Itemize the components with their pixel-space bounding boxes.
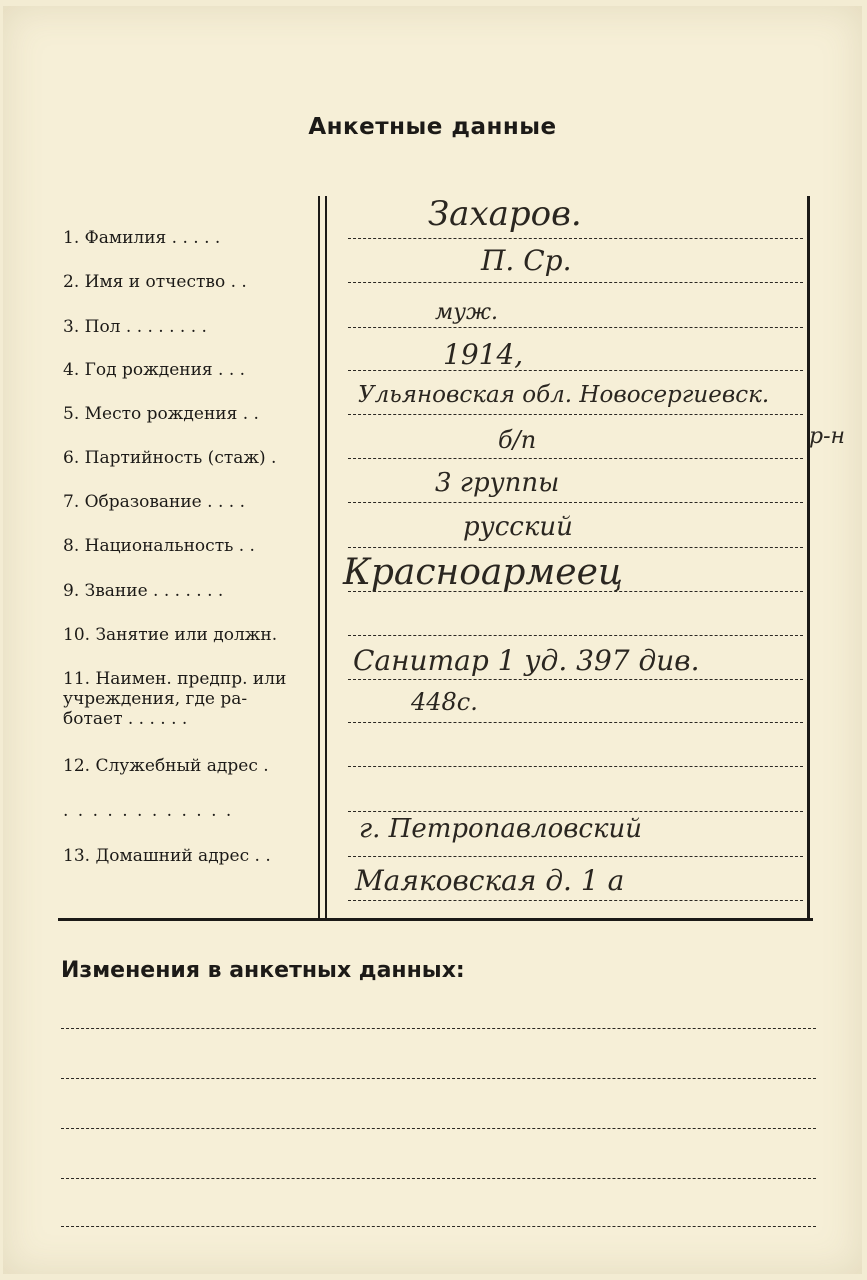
- label-occupation: 10. Занятие или должн.: [63, 625, 278, 645]
- changes-section-title: Изменения в анкетных данных:: [61, 958, 465, 983]
- fill-line: [348, 327, 803, 328]
- fill-line: [348, 722, 803, 723]
- fill-line: [348, 502, 803, 503]
- value-home-address: г. Петропавловский: [359, 814, 642, 844]
- value-birthplace-extra: р-н: [809, 424, 846, 449]
- fill-line: [348, 766, 803, 767]
- fill-line: [348, 282, 803, 283]
- changes-line: [61, 1078, 816, 1079]
- document-page: [3, 6, 862, 1274]
- fill-line: [348, 370, 803, 371]
- right-border: [807, 196, 810, 918]
- fill-line: [348, 238, 803, 239]
- value-workplace-line2: 448с.: [411, 688, 478, 716]
- value-home-address-line2: Маяковская д. 1 а: [355, 864, 625, 897]
- label-work-address: 12. Служебный адрес .: [63, 756, 269, 776]
- label-rank: 9. Звание . . . . . . .: [63, 581, 224, 601]
- value-party: б/п: [498, 426, 537, 454]
- label-birth-year: 4. Год рождения . . .: [63, 360, 246, 380]
- fill-line: [348, 414, 803, 415]
- value-workplace: Санитар 1 уд. 397 див.: [353, 644, 700, 677]
- value-birth-year: 1914,: [443, 338, 524, 371]
- label-education: 7. Образование . . . .: [63, 492, 245, 512]
- label-sex: 3. Пол . . . . . . . .: [63, 317, 207, 337]
- label-name-patronymic: 2. Имя и отчество . .: [63, 272, 247, 292]
- label-nationality: 8. Национальность . .: [63, 536, 255, 556]
- changes-line: [61, 1028, 816, 1029]
- label-blank-dots: . . . . . . . . . . . .: [63, 801, 234, 821]
- value-rank: Красноармеец: [343, 552, 624, 593]
- fill-line: [348, 458, 803, 459]
- value-education: 3 группы: [435, 468, 560, 498]
- table-bottom-rule: [58, 918, 813, 921]
- fill-line: [348, 635, 803, 636]
- value-sex: муж.: [435, 300, 499, 325]
- changes-line: [61, 1178, 816, 1179]
- label-home-address: 13. Домашний адрес . .: [63, 846, 271, 866]
- changes-line: [61, 1226, 816, 1227]
- fill-line: [348, 679, 803, 680]
- label-workplace: 11. Наимен. предпр. или учреждения, где ра- ботает . . . . . .: [63, 669, 287, 729]
- value-surname: Захаров.: [428, 194, 582, 234]
- value-birthplace: Ульяновская обл. Новосергиевск.: [358, 382, 770, 408]
- value-nationality: русский: [463, 512, 573, 542]
- fill-line: [348, 900, 803, 901]
- form-title: Анкетные данные: [308, 114, 557, 140]
- label-birthplace: 5. Место рождения . .: [63, 404, 259, 424]
- label-surname: 1. Фамилия . . . . .: [63, 228, 221, 248]
- fill-line: [348, 811, 803, 812]
- label-party: 6. Партийность (стаж) .: [63, 448, 277, 468]
- left-double-border-b: [325, 196, 327, 918]
- fill-line: [348, 547, 803, 548]
- value-name-patronymic: П. Ср.: [481, 244, 572, 277]
- changes-line: [61, 1128, 816, 1129]
- fill-line: [348, 856, 803, 857]
